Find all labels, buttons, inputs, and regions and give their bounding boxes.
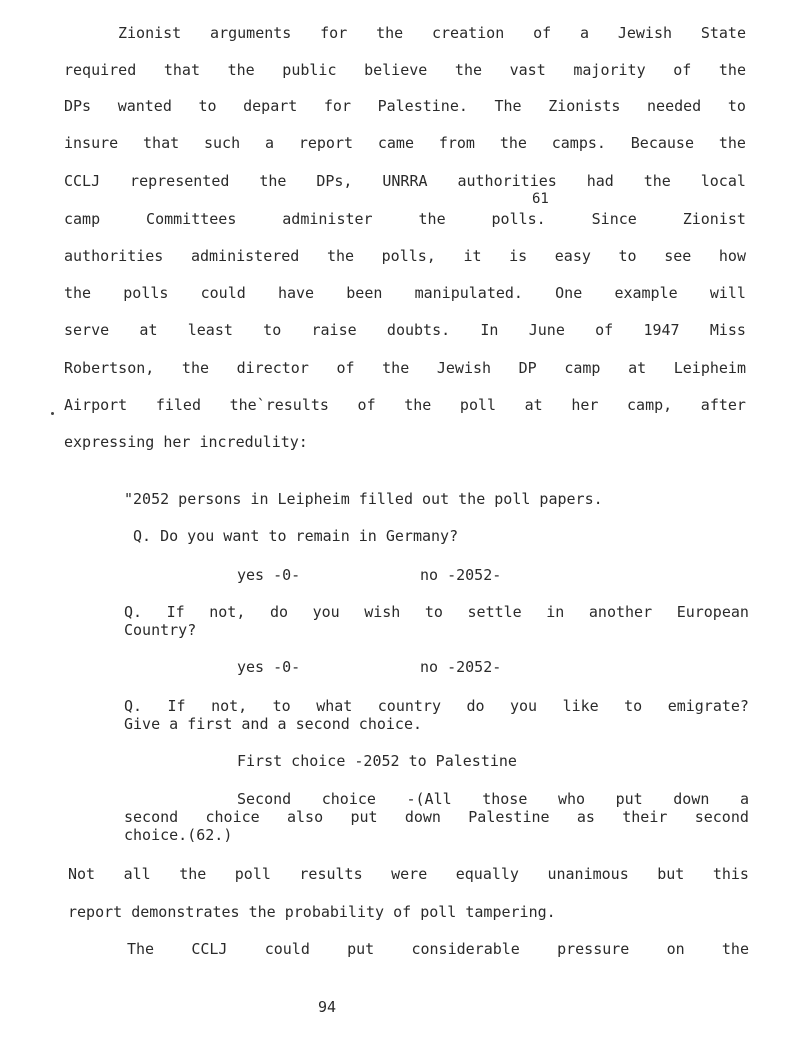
body-line-11: Airport filed the`results of the poll at her camp, after xyxy=(64,396,746,414)
body-line-2: required that the public believe the vast majority of the xyxy=(64,61,746,79)
q2-no: no -2052- xyxy=(420,658,502,676)
body-line-10: Robertson, the director of the Jewish DP camp at Leipheim xyxy=(64,359,746,377)
question-3-line-1: Q. If not, to what country do you like to emigrate? xyxy=(124,697,749,715)
body-line-12: expressing her incredulity: xyxy=(64,433,308,451)
after-line-3: The CCLJ could put considerable pressure on the xyxy=(127,940,749,958)
body-line-1: Zionist arguments for the creation of a Jewish State xyxy=(118,24,746,42)
question-3-line-2: Give a first and a second choice. xyxy=(124,715,423,733)
q1-no: no -2052- xyxy=(420,566,502,584)
first-choice: First choice -2052 to Palestine xyxy=(237,752,517,770)
page-number: 94 xyxy=(318,998,337,1016)
body-line-5: CCLJ represented the DPs, UNRRA authorities had the local xyxy=(64,172,746,190)
question-2-line-2: Country? xyxy=(124,621,197,639)
body-line-4: insure that such a report came from the camps. Because the xyxy=(64,134,746,152)
body-line-7: authorities administered the polls, it is easy to see how xyxy=(64,247,746,265)
question-1: Q. Do you want to remain in Germany? xyxy=(133,527,459,545)
body-line-9: serve at least to raise doubts. In June of 1947 Miss xyxy=(64,321,746,339)
after-line-2: report demonstrates the probability of poll tampering. xyxy=(68,903,556,921)
second-choice-line-2: second choice also put down Palestine as their second xyxy=(124,808,749,826)
quote-intro: "2052 persons in Leipheim filled out the poll papers. xyxy=(124,490,603,508)
question-2-line-1: Q. If not, do you wish to settle in another European xyxy=(124,603,749,621)
stray-mark xyxy=(51,412,54,415)
after-line-1: Not all the poll results were equally unanimous but this xyxy=(68,865,749,883)
footnote-ref: 61 xyxy=(532,191,549,207)
body-line-3: DPs wanted to depart for Palestine. The Zionists needed to xyxy=(64,97,746,115)
q1-yes: yes -0- xyxy=(237,566,301,584)
second-choice-line-3: choice.(62.) xyxy=(124,826,233,844)
second-choice-line-1: Second choice -(All those who put down a xyxy=(237,790,749,808)
body-line-6: camp Committees administer the polls. Since Zionist xyxy=(64,210,746,228)
q2-yes: yes -0- xyxy=(237,658,301,676)
body-line-8: the polls could have been manipulated. One example will xyxy=(64,284,746,302)
